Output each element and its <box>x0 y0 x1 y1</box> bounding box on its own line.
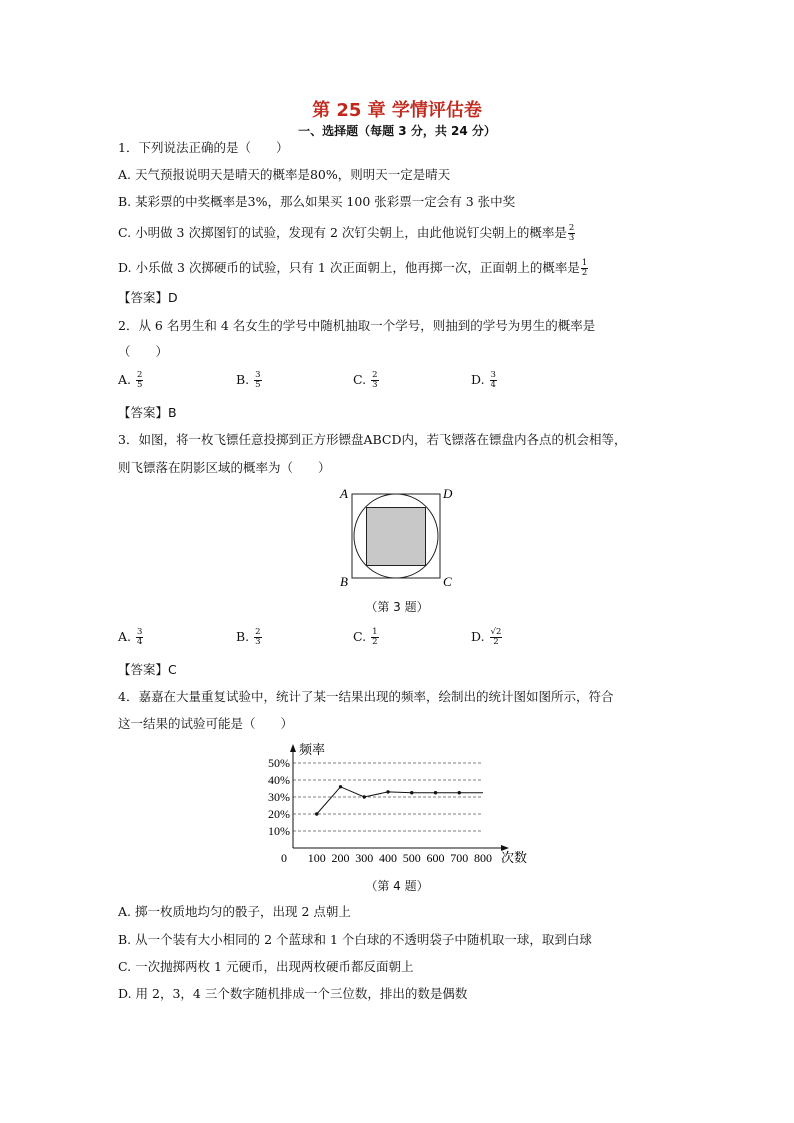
q2-stem-line1: 2．从 6 名男生和 4 名女生的学号中随机抽取一个学号，则抽到的学号为男生的概率是 <box>118 318 596 333</box>
y-tick-label: 10% <box>268 824 290 838</box>
q1-answer: 【答案】D <box>118 290 178 305</box>
q2-option-d: D. $\frac{3}{4}$ <box>471 370 496 390</box>
q1-option-a: A. 天气预报说明天是晴天的概率是80%，则明天一定是晴天 <box>118 167 451 182</box>
page-title: 第 25 章 学情评估卷 <box>312 100 482 121</box>
section-heading: 一、选择题（每题 3 分，共 24 分） <box>298 124 496 138</box>
q3-option-c: C. $\frac{1}{2}$ <box>353 627 378 647</box>
x-tick-label: 400 <box>379 851 397 865</box>
q2-option-c: C. $\frac{2}{3}$ <box>353 370 378 390</box>
q1-option-d-fraction: $\frac{1}{2}$ <box>581 258 588 278</box>
q4-option-a: A. 掷一枚质地均匀的骰子，出现 2 点朝上 <box>118 904 351 919</box>
x-axis-title: 次数 <box>501 850 528 865</box>
x-tick-label: 600 <box>426 851 445 865</box>
vertex-label-a: A <box>340 486 348 501</box>
q4-option-b: B. 从一个装有大小相同的 2 个蓝球和 1 个白球的不透明袋子中随机取一球，取到白球 <box>118 932 592 947</box>
q4-option-c: C. 一次抛掷两枚 1 元硬币，出现两枚硬币都反面朝上 <box>118 959 414 974</box>
x-tick-label: 0 <box>281 851 287 865</box>
vertex-label-d: D <box>443 486 453 501</box>
q3-option-d: D. $\frac{√2}{2}$ <box>471 627 502 647</box>
q1-option-d <box>118 259 589 278</box>
x-tick-label: 700 <box>450 851 469 865</box>
q1-option-b: B. 某彩票的中奖概率是3%，那么如果买 100 张彩票一定会有 3 张中奖 <box>118 194 516 209</box>
q4-option-d: D. 用 2，3，4 三个数字随机排成一个三位数，排出的数是偶数 <box>118 986 468 1001</box>
frequency-line-chart <box>255 738 545 870</box>
data-point <box>315 812 318 815</box>
x-tick-label: 200 <box>331 851 350 865</box>
x-tick-label: 100 <box>307 851 326 865</box>
q2-answer: 【答案】B <box>118 405 177 420</box>
data-point <box>386 790 389 793</box>
q4-stem-line1: 4．嘉嘉在大量重复试验中，统计了某一结果出现的频率，绘制出的统计图如图所示，符合 <box>118 689 614 704</box>
data-point <box>434 791 437 794</box>
q2-stem-line2: （ ） <box>118 344 169 359</box>
q3-stem-line2: 则飞镖落在阴影区域的概率为（ ） <box>118 460 331 475</box>
y-tick-label: 30% <box>268 790 290 804</box>
vertex-label-b: B <box>340 574 348 588</box>
shaded-square <box>367 508 426 566</box>
y-axis-arrow <box>290 744 296 752</box>
y-tick-label: 40% <box>268 773 290 787</box>
y-tick-label: 20% <box>268 807 290 821</box>
q3-option-a: A. $\frac{3}{4}$ <box>118 627 143 647</box>
y-tick-label: 50% <box>268 756 290 770</box>
vertex-label-c: C <box>443 574 452 588</box>
q1-stem: 1．下列说法正确的是（ ） <box>118 140 289 155</box>
q1-option-c-fraction: $\frac{2}{3}$ <box>568 223 575 243</box>
x-tick-label: 500 <box>402 851 421 865</box>
q3-figure <box>335 484 465 588</box>
q2-option-b: B. $\frac{3}{5}$ <box>236 370 261 390</box>
q4-stem-line2: 这一结果的试验可能是（ ） <box>118 716 294 731</box>
y-axis-title: 频率 <box>299 742 326 757</box>
q3-option-b: B. $\frac{2}{3}$ <box>236 627 261 647</box>
data-point <box>339 785 342 788</box>
series-line <box>317 787 483 814</box>
data-point <box>363 795 366 798</box>
q3-answer: 【答案】C <box>118 662 177 677</box>
q2-option-a: A. $\frac{2}{5}$ <box>118 370 143 390</box>
x-tick-label: 800 <box>474 851 492 865</box>
q1-option-c-text: C. 小明做 3 次掷图钉的试验，发现有 2 次钉尖朝上，由此他说钉尖朝上的概率是 <box>118 225 567 240</box>
q1-option-d-text: D. 小乐做 3 次掷硬币的试验，只有 1 次正面朝上，他再掷一次，正面朝上的概率是 <box>118 260 580 275</box>
q4-caption: （第 4 题） <box>365 879 429 893</box>
x-tick-label: 300 <box>355 851 374 865</box>
q3-caption: （第 3 题） <box>365 600 429 614</box>
q1-option-c <box>118 224 576 243</box>
q3-stem-line1: 3．如图，将一枚飞镖任意投掷到正方形镖盘ABCD内，若飞镖落在镖盘内各点的机会相等， <box>118 432 627 447</box>
data-point <box>410 791 413 794</box>
data-point <box>458 791 461 794</box>
